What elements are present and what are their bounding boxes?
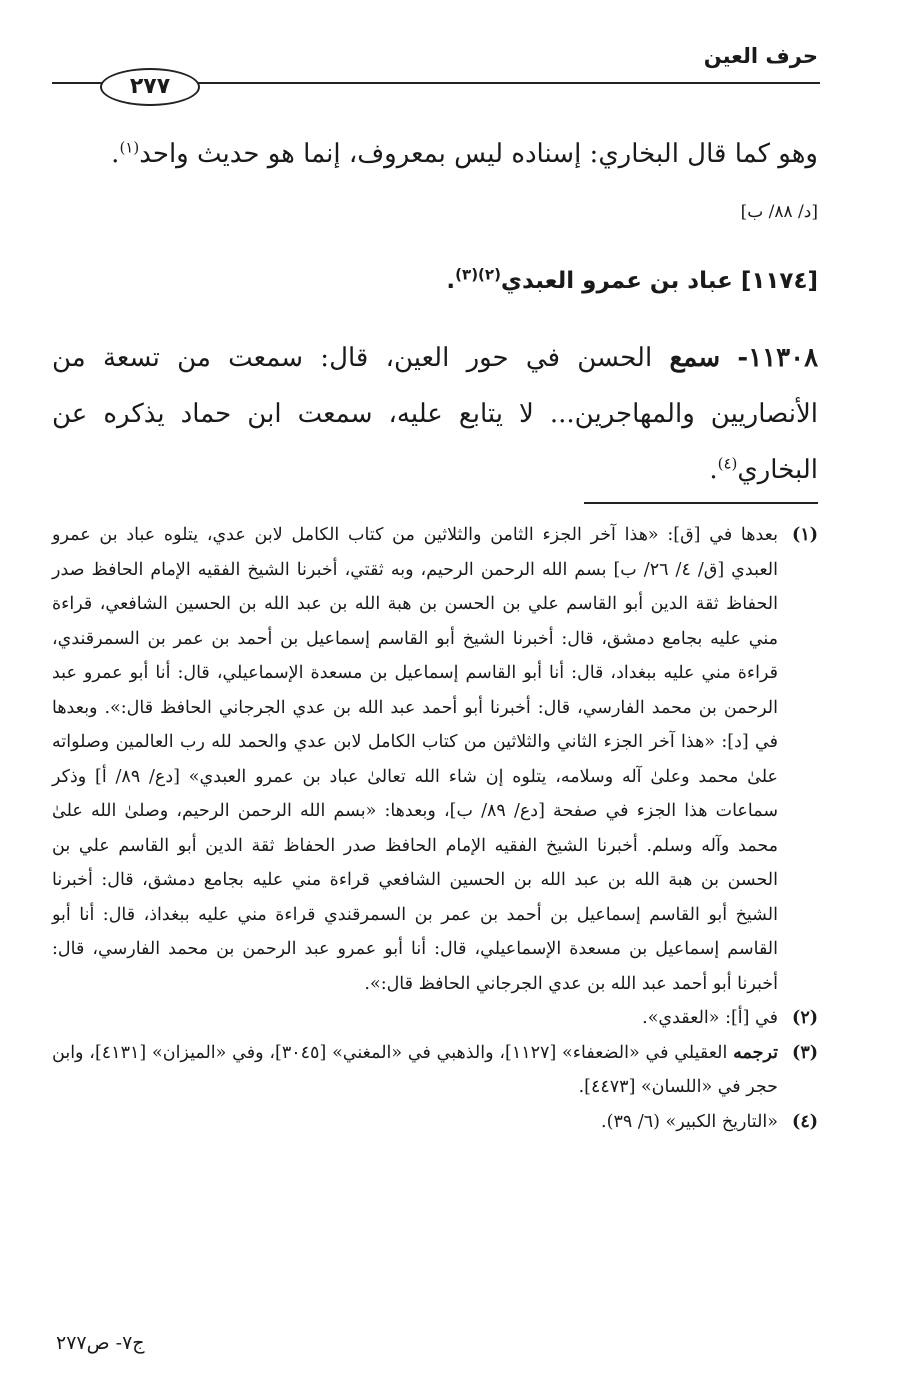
page-number-badge: ٢٧٧	[100, 68, 200, 106]
paragraph-bukhari-quote	[52, 126, 818, 182]
paragraph-text: وهو كما قال البخاري: إسناده ليس بمعروف، إنما هو حديث واحد	[139, 139, 818, 169]
footnote-bold-lead: ترجمه	[733, 1042, 779, 1063]
hadith-number: ١١٣٠٨-	[737, 343, 819, 373]
page-footer-label: ج٧- ص٢٧٧	[56, 1332, 145, 1354]
footnote-number: (٢)	[792, 1008, 818, 1028]
footnote-item	[52, 1036, 818, 1105]
footnotes-section	[52, 518, 818, 1139]
running-title: حرف العين	[703, 44, 818, 68]
footnote-ref-1[interactable]: (١)	[119, 138, 140, 157]
footnote-ref-2-3[interactable]: (٢)(٣)	[455, 265, 501, 284]
footnote-number: (١)	[792, 525, 818, 545]
footnote-number: (٤)	[792, 1111, 818, 1132]
footnote-text: في [أ]: «العقدي».	[642, 1008, 778, 1028]
footnote-number: (٣)	[792, 1042, 818, 1063]
entry-heading-end: .	[446, 268, 456, 294]
footnote-ref-4[interactable]: (٤)	[717, 454, 738, 473]
entry-heading-text: [١١٧٤] عباد بن عمرو العبدي	[500, 268, 818, 294]
hadith-paragraph	[52, 330, 818, 498]
footnote-item	[52, 1105, 818, 1140]
footnote-item	[52, 518, 818, 1001]
footnote-text: «التاريخ الكبير» (٦/ ٣٩).	[601, 1111, 778, 1132]
hadith-end: .	[709, 455, 718, 485]
footnote-separator	[584, 502, 818, 504]
entry-heading	[446, 265, 818, 294]
paragraph-end: .	[111, 139, 120, 169]
hadith-keyword: سمع	[669, 343, 721, 373]
footnote-text-rest: العقيلي في «الضعفاء» [١١٢٧]، والذهبي في «المغني» [٣٠٤٥]، وفي «الميزان» [٤١٣١]، وابن حجر في «اللسان» [٤٤٧٣].	[52, 1042, 778, 1097]
footnote-item	[52, 1001, 818, 1036]
footnote-text: بعدها في [ق]: «هذا آخر الجزء الثامن والثلاثين من كتاب الكامل لابن عدي، يتلوه عباد بن عمرو العبدي [ق/ ٤/ ٢٦/ ب] بسم الله الرحمن الرحيم، وبه ثقتي، أخبرنا الشيخ الفقيه الإمام الحافظ صدر الحفاظ ثقة الدين أبو القاسم علي بن الحسن بن هبة الله بن عبد الله بن الحسين الشافعي، قراءة مني عليه بجامع دمشق، قال: أخبرنا الشيخ أبو القاسم إسماعيل بن أحمد بن عمر بن السمرقندي، قراءة مني عليه ببغداد، قال: أنا أبو القاسم إسماعيل بن مسعدة الإسماعيلي، قال: أنا أبو عمرو عبد الرحمن بن محمد الفارسي، قال: أخبرنا أبو أحمد عبد الله بن عدي الجرجاني الحافظ قال:». وبعدها في [د]: «هذا آخر الجزء الثاني والثلاثين من كتاب الكامل لابن عدي والحمد لله رب العالمين وصلواته علىٰ محمد وعلىٰ آله وسلامه، يتلوه إن شاء الله تعالىٰ عباد بن عمرو العبدي» [دع/ ٨٩/ أ] وذكر سماعات هذا الجزء في صفحة [دع/ ٨٩/ ب]، وبعدها: «بسم الله الرحمن الرحيم، وصلىٰ الله علىٰ محمد وآله وسلم. أخبرنا الشيخ الفقيه الإمام الحافظ صدر الحفاظ ثقة الدين أبو القاسم علي بن الحسن بن هبة الله بن عبد الله بن الحسين الشافعي قراءة مني عليه بجامع دمشق، قال: أخبرنا الشيخ أبو القاسم إسماعيل بن أحمد بن عمر بن السمرقندي قراءة مني عليه ببغداذ، قال: أنا أبو القاسم إسماعيل بن مسعدة الإسماعيلي، قال: أنا أبو عمرو عبد الرحمن بن محمد الفارسي، قال: أخبرنا أبو أحمد عبد الله بن عدي الجرجاني الحافظ قال:».	[52, 525, 778, 994]
manuscript-reference: [د/ ٨٨/ ب]	[740, 202, 818, 222]
hadith-text: الحسن في حور العين، قال: سمعت من تسعة من الأنصاريين والمهاجرين... لا يتابع عليه، سمعت ابن حماد يذكره عن البخاري	[52, 343, 818, 485]
footnote-text	[52, 1036, 778, 1105]
